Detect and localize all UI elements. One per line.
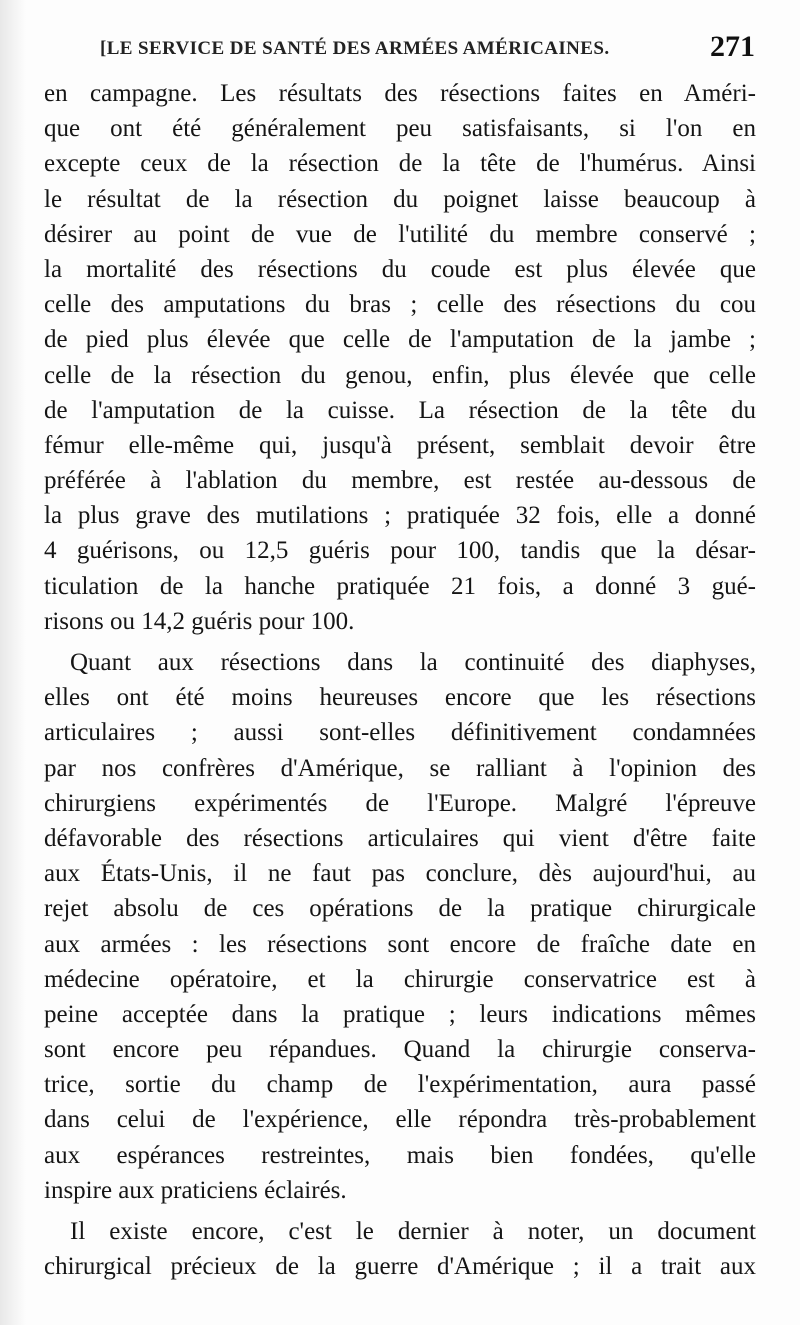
- text-line: fémur elle-même qui, jusqu'à présent, semblait devoir être: [44, 431, 756, 459]
- paragraph-2: [44, 645, 756, 1208]
- text-line: que ont été généralement peu satisfaisants, si l'on en: [44, 115, 756, 143]
- text-line: peine acceptée dans la pratique ; leurs indications mêmes: [44, 1000, 756, 1028]
- body-text: [44, 76, 756, 1284]
- text-line: excepte ceux de la résection de la tête de l'humérus. Ainsi: [44, 150, 756, 178]
- text-line: Quant aux résections dans la continuité des diaphyses,: [70, 649, 756, 676]
- text-line: aux espérances restreintes, mais bien fondées, qu'elle: [44, 1141, 756, 1169]
- text-line: rejet absolu de ces opérations de la pratique chirurgicale: [44, 895, 756, 923]
- text-line: trice, sortie du champ de l'expérimentation, aura passé: [44, 1071, 756, 1099]
- page-number: 271: [710, 30, 755, 63]
- text-line: le résultat de la résection du poignet laisse beaucoup à: [44, 185, 756, 213]
- text-line: Il existe encore, c'est le dernier à noter, un document: [70, 1218, 756, 1245]
- paragraph-1: [44, 76, 756, 639]
- text-line: 4 guérisons, ou 12,5 guéris pour 100, tandis que la désar-: [44, 537, 756, 565]
- text-line: la mortalité des résections du coude est plus élevée que: [44, 255, 756, 283]
- text-line: la plus grave des mutilations ; pratiquée 32 fois, elle a donné: [44, 502, 756, 530]
- page-header: [100, 30, 755, 66]
- text-line: de pied plus élevée que celle de l'amputation de la jambe ;: [44, 326, 756, 354]
- text-line: médecine opératoire, et la chirurgie conservatrice est à: [44, 965, 756, 993]
- text-line: en campagne. Les résultats des résections faites en Améri-: [44, 80, 756, 107]
- text-line: chirurgical précieux de la guerre d'Amérique ; il a trait aux: [44, 1253, 756, 1281]
- text-line: chirurgiens expérimentés de l'Europe. Malgré l'épreuve: [44, 789, 756, 817]
- text-line: inspire aux praticiens éclairés.: [44, 1176, 347, 1204]
- text-line: sont encore peu répandues. Quand la chirurgie conserva-: [44, 1036, 756, 1064]
- paragraph-3: [44, 1214, 756, 1284]
- text-line: défavorable des résections articulaires qui vient d'être faite: [44, 824, 756, 852]
- text-line: risons ou 14,2 guéris pour 100.: [44, 607, 355, 635]
- text-line: par nos confrères d'Amérique, se ralliant à l'opinion des: [44, 754, 756, 782]
- text-line: désirer au point de vue de l'utilité du membre conservé ;: [44, 220, 756, 248]
- text-line: ticulation de la hanche pratiquée 21 fois, a donné 3 gué-: [44, 572, 756, 600]
- text-line: articulaires ; aussi sont-elles définitivement condamnées: [44, 719, 756, 747]
- text-line: aux États-Unis, il ne faut pas conclure, dès aujourd'hui, au: [44, 860, 756, 888]
- page-gutter-shadow: [0, 0, 26, 1325]
- text-line: aux armées : les résections sont encore de fraîche date en: [44, 930, 756, 958]
- text-line: dans celui de l'expérience, elle répondra très-probablement: [44, 1106, 756, 1134]
- text-line: elles ont été moins heureuses encore que les résections: [44, 684, 756, 712]
- running-title: [LE SERVICE DE SANTÉ DES ARMÉES AMÉRICAINES.: [100, 38, 610, 59]
- text-line: celle des amputations du bras ; celle des résections du cou: [44, 291, 756, 319]
- text-line: préférée à l'ablation du membre, est restée au-dessous de: [44, 467, 756, 495]
- text-line: de l'amputation de la cuisse. La résection de la tête du: [44, 396, 756, 424]
- text-line: celle de la résection du genou, enfin, plus élevée que celle: [44, 361, 756, 389]
